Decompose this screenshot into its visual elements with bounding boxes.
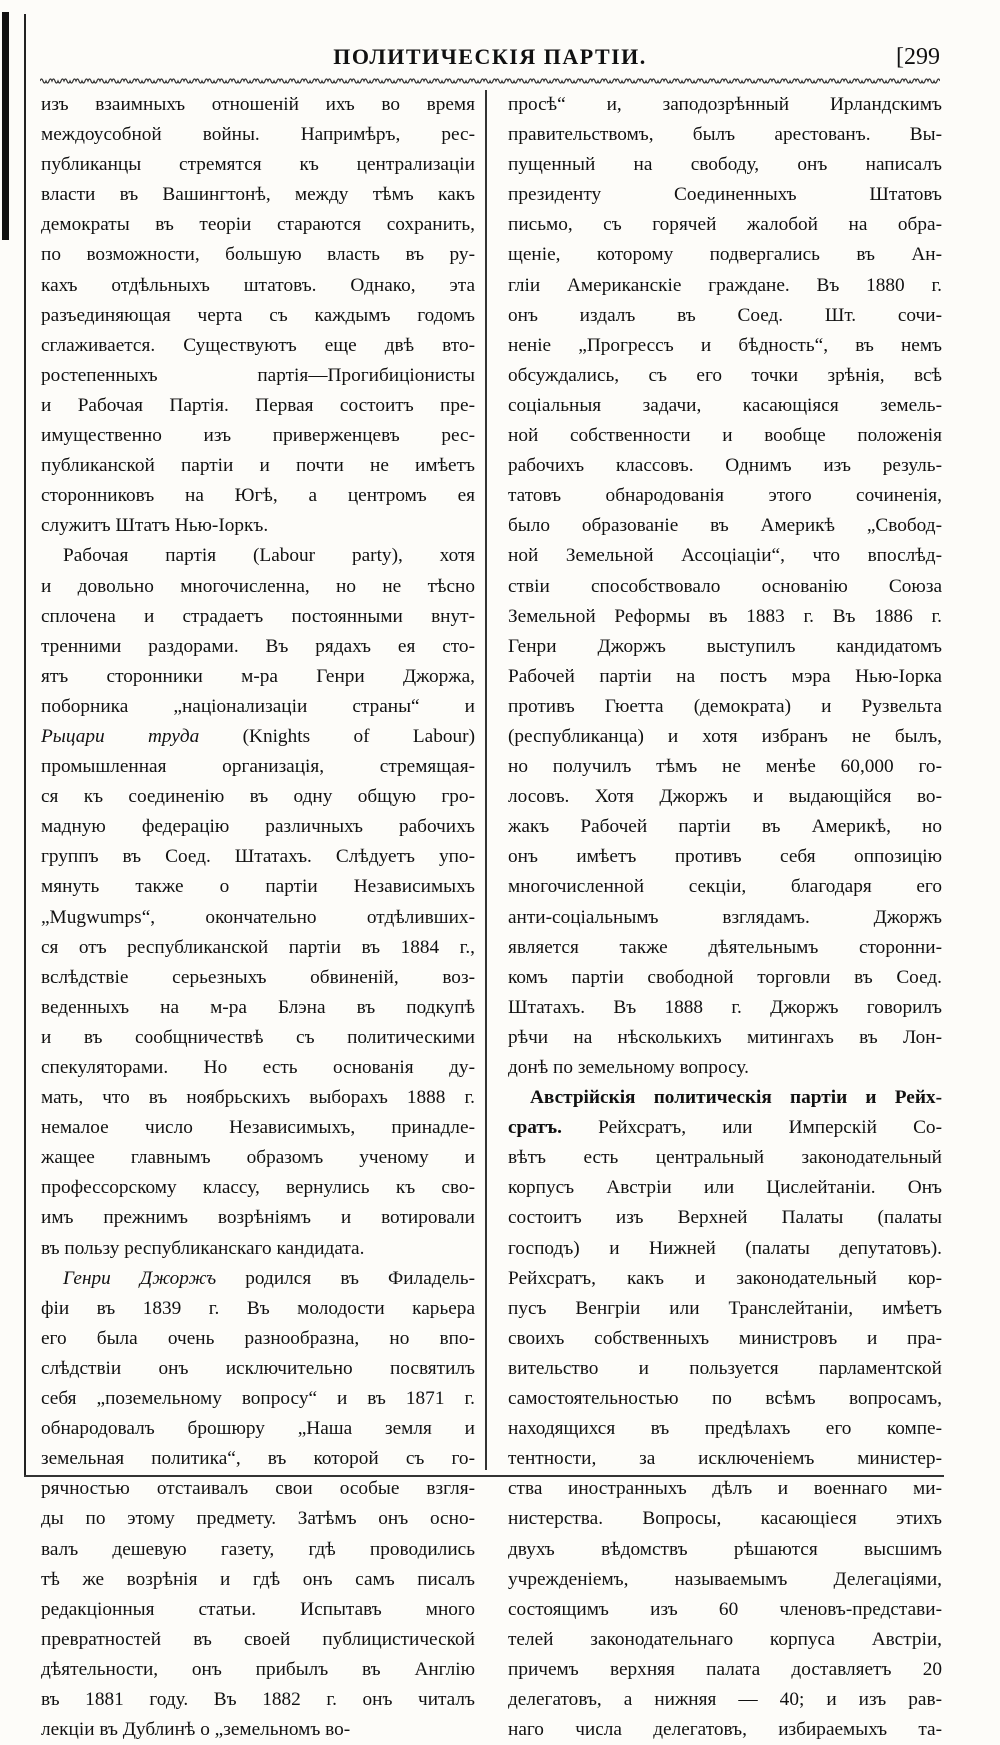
text-line: ства иностранныхъ дѣлъ и военнаго ми- — [508, 1478, 942, 1500]
text-line: тренними раздорами. Въ рядахъ ея сто- — [41, 635, 475, 657]
text-line: делегатовъ, а нижняя — 40; и изъ рав- — [508, 1688, 942, 1710]
text-line: учрежденіемъ, называемымъ Делегаціями, — [508, 1568, 942, 1590]
text-line: междоусобной войны. Напримѣръ, рес- — [41, 124, 475, 146]
text-line: кахъ отдѣльныхъ штатовъ. Однако, эта — [41, 274, 475, 296]
text-line: Генри Джоржъ выступилъ кандидатомъ — [508, 635, 942, 657]
text-line: лекціи въ Дублинѣ о „земельномъ во- — [41, 1719, 351, 1741]
text-line: мать, что въ ноябрьскихъ выборахъ 1888 г. — [41, 1087, 475, 1109]
page-number: [299 — [896, 44, 940, 70]
text-line: Рабочая партія (Labour party), хотя — [63, 545, 475, 567]
page-header — [40, 44, 940, 80]
text-line: фіи въ 1839 г. Въ молодости карьера — [41, 1297, 475, 1319]
text-line: анти-соціальнымъ взглядамъ. Джоржъ — [508, 906, 942, 928]
text-line: гліи Американскіе граждане. Въ 1880 г. — [508, 274, 942, 296]
page-frame-line — [24, 14, 26, 1476]
text-line: Рейхсратъ, какъ и законодательный кор- — [508, 1267, 942, 1289]
text-line: профессорскому классу, вернулись къ сво- — [41, 1177, 475, 1199]
text-line: находящихся въ предѣлахъ его компе- — [508, 1418, 942, 1440]
text-line: валъ дешевую газету, гдѣ проводились — [41, 1538, 475, 1560]
text-line: противъ Гюетта (демократа) и Рузвельта — [508, 695, 942, 717]
text-line: своихъ собственныхъ министровъ и пра- — [508, 1327, 942, 1349]
text-line: рячностью отстаивалъ свои особые взгля- — [41, 1478, 475, 1500]
text-line: публиканцы стремятся къ централизаціи — [41, 154, 475, 176]
text-line: просѣ“ и, заподозрѣнный Ирландскимъ — [508, 94, 942, 115]
bottom-rule — [24, 1475, 944, 1477]
text-line: пусъ Венгріи или Транслейтаніи, имѣетъ — [508, 1297, 942, 1319]
text-line: и довольно многочисленна, но не тѣсно — [41, 575, 475, 597]
text-line: земельная политика“, въ которой съ го- — [41, 1448, 475, 1470]
text-line: состоящимъ изъ 60 членовъ-представи- — [508, 1598, 942, 1620]
right-text-column — [508, 90, 942, 1745]
text-line: (республиканца) и хотя избранъ не былъ, — [508, 725, 942, 747]
text-line: веденныхъ на м-ра Блэна въ подкупѣ — [41, 996, 475, 1018]
text-line: телей законодательнаго корпуса Австріи, — [508, 1628, 942, 1650]
text-line: неніе „Прогрессъ и бѣдность“, въ немъ — [508, 334, 942, 356]
text-line: онъ имѣетъ противъ себя оппозицію — [508, 846, 942, 868]
text-line: сратъ. Рейхсратъ, или Имперскій Со- — [508, 1117, 942, 1139]
text-line: лосовъ. Хотя Джоржъ и выдающійся во- — [508, 786, 942, 808]
text-line: „Mugwumps“, окончательно отдѣливших- — [41, 906, 475, 928]
text-line: Генри Джоржъ родился въ Филадель- — [63, 1267, 475, 1289]
text-line: соціальныя задачи, касающіяся земель- — [508, 394, 942, 416]
text-line: Земельной Реформы въ 1883 г. Въ 1886 г. — [508, 605, 942, 627]
text-line: ствіи способствовало основанію Союза — [508, 575, 942, 597]
text-line: господъ) и Нижней (палаты депутатовъ). — [508, 1237, 942, 1259]
text-line: многочисленной секціи, благодаря его — [508, 876, 942, 898]
text-line: корпусъ Австріи или Цислейтаніи. Онъ — [508, 1177, 942, 1199]
text-line: редакціонныя статьи. Испытавъ много — [41, 1598, 475, 1620]
text-line: состоитъ изъ Верхней Палаты (палаты — [508, 1207, 942, 1229]
text-line: себя „поземельному вопросу“ и въ 1871 г. — [41, 1388, 475, 1410]
text-line: комъ партіи свободной торговли въ Соед. — [508, 966, 942, 988]
text-line: тентности, за исключеніемъ министер- — [508, 1448, 942, 1470]
text-line: его была очень разнообразна, но впо- — [41, 1327, 475, 1349]
text-line: превратностей въ своей публицистической — [41, 1628, 475, 1650]
text-line: нистерства. Вопросы, касающіеся этихъ — [508, 1508, 942, 1530]
text-line: но получилъ тѣмъ не менѣе 60,000 го- — [508, 756, 942, 778]
text-line: было образованіе въ Америкѣ „Свобод- — [508, 515, 942, 537]
text-line: рабочихъ классовъ. Однимъ изъ резуль- — [508, 455, 942, 477]
text-line: Австрійскія политическія партіи и Рейх- — [530, 1087, 942, 1109]
text-line: рѣчи на нѣсколькихъ митингахъ въ Лон- — [508, 1026, 942, 1048]
text-line: дѣятельности, онъ прибылъ въ Англію — [41, 1658, 475, 1680]
text-line: Штатахъ. Въ 1888 г. Джоржъ говорилъ — [508, 996, 942, 1018]
text-line: демократы въ теоріи стараются сохранить, — [41, 214, 475, 236]
text-line: ся къ соединенію въ одну общую гро- — [41, 786, 475, 808]
running-title: ПОЛИТИЧЕСКІЯ ПАРТІИ. — [333, 44, 647, 69]
text-line: мянуть также о партіи Независимыхъ — [41, 876, 475, 898]
text-line: жакъ Рабочей партіи въ Америкѣ, но — [508, 816, 942, 838]
text-line: жащее главнымъ образомъ ученому и — [41, 1147, 475, 1169]
text-line: Рабочей партіи на постъ мэра Нью-Іорка — [508, 665, 942, 687]
text-line: татовъ обнародованія этого сочиненія, — [508, 485, 942, 507]
text-line: пущенный на свободу, онъ написалъ — [508, 154, 942, 176]
text-line: имъ прежнимъ возрѣніямъ и вотировали — [41, 1207, 475, 1229]
text-line: вѣтъ есть центральный законодательный — [508, 1147, 942, 1169]
text-line: вительство и пользуется парламентской — [508, 1357, 942, 1379]
text-line: тѣ же возрѣнія и гдѣ онъ самъ писалъ — [41, 1568, 475, 1590]
text-line: правительствомъ, былъ арестованъ. Вы- — [508, 124, 942, 146]
text-line: вслѣдствіе серьезныхъ обвиненій, воз- — [41, 966, 475, 988]
text-line: ды по этому предмету. Затѣмъ онъ осно- — [41, 1508, 475, 1530]
text-line: разъединяющая черта съ каждымъ годомъ — [41, 304, 475, 326]
text-line: изъ взаимныхъ отношеній ихъ во время — [41, 94, 475, 115]
text-line: причемъ верхняя палата доставляетъ 20 — [508, 1658, 942, 1680]
text-line: власти въ Вашингтонѣ, между тѣмъ какъ — [41, 184, 475, 206]
text-line: президенту Соединенныхъ Штатовъ — [508, 184, 942, 206]
text-line: является также дѣятельнымъ сторонни- — [508, 936, 942, 958]
text-line: онъ издалъ въ Соед. Шт. сочи- — [508, 304, 942, 326]
text-line: и въ сообщничествѣ съ политическими — [41, 1026, 475, 1048]
text-line: самостоятельностью по всѣмъ вопросамъ, — [508, 1388, 942, 1410]
text-line: Рыцари труда (Knights of Labour) — [41, 725, 475, 747]
text-line: обнародовалъ брошюру „Наша земля и — [41, 1418, 475, 1440]
text-line: въ 1881 году. Въ 1882 г. онъ читалъ — [41, 1688, 475, 1710]
text-line: мадную федерацію различныхъ рабочихъ — [41, 816, 475, 838]
text-line: письмо, съ горячей жалобой на обра- — [508, 214, 942, 236]
header-wavy-rule — [40, 76, 940, 86]
page-edge-mark — [2, 12, 9, 240]
text-line: обсуждались, съ его точки зрѣнія, всѣ — [508, 364, 942, 386]
text-line: ятъ сторонники м-ра Генри Джоржа, — [41, 665, 475, 687]
text-line: спекуляторами. Но есть основанія ду- — [41, 1057, 475, 1078]
text-line: сторонниковъ на Югѣ, а центромъ ея — [41, 485, 475, 507]
text-line: служитъ Штатъ Нью-Іоркъ. — [41, 515, 269, 537]
text-line: сглаживается. Существуютъ еще двѣ вто- — [41, 334, 475, 356]
column-divider — [485, 90, 487, 1470]
text-line: сплочена и страдаетъ постоянными внут- — [41, 605, 475, 627]
text-line: по возможности, большую власть въ ру- — [41, 244, 475, 266]
text-line: промышленная организація, стремящая- — [41, 756, 475, 778]
text-line: двухъ вѣдомствъ рѣшаются высшимъ — [508, 1538, 942, 1560]
text-line: ростепенныхъ партія—Прогибиціонисты — [41, 364, 475, 386]
text-line: группъ въ Соед. Штатахъ. Слѣдуетъ упо- — [41, 846, 475, 868]
text-line: публиканской партіи и почти не имѣетъ — [41, 455, 475, 477]
text-line: немалое число Независимыхъ, принадле- — [41, 1117, 475, 1139]
text-line: и Рабочая Партія. Первая состоитъ пре- — [41, 394, 475, 416]
text-line: ной собственности и вообще положенія — [508, 425, 942, 447]
text-line: слѣдствіи онъ исключительно посвятилъ — [41, 1357, 475, 1379]
text-line: донѣ по земельному вопросу. — [508, 1057, 749, 1078]
text-line: ной Земельной Ассоціаціи“, что впослѣд- — [508, 545, 942, 567]
text-line: поборника „націонализаціи страны“ и — [41, 695, 475, 717]
text-line: ся отъ республиканской партіи въ 1884 г., — [41, 936, 475, 958]
text-line: въ пользу республиканскаго кандидата. — [41, 1237, 365, 1259]
text-line: щеніе, которому подвергались въ Ан- — [508, 244, 942, 266]
text-line: наго числа делегатовъ, избираемыхъ та- — [508, 1719, 942, 1741]
text-line: имущественно изъ приверженцевъ рес- — [41, 425, 475, 447]
left-text-column — [41, 90, 475, 1745]
